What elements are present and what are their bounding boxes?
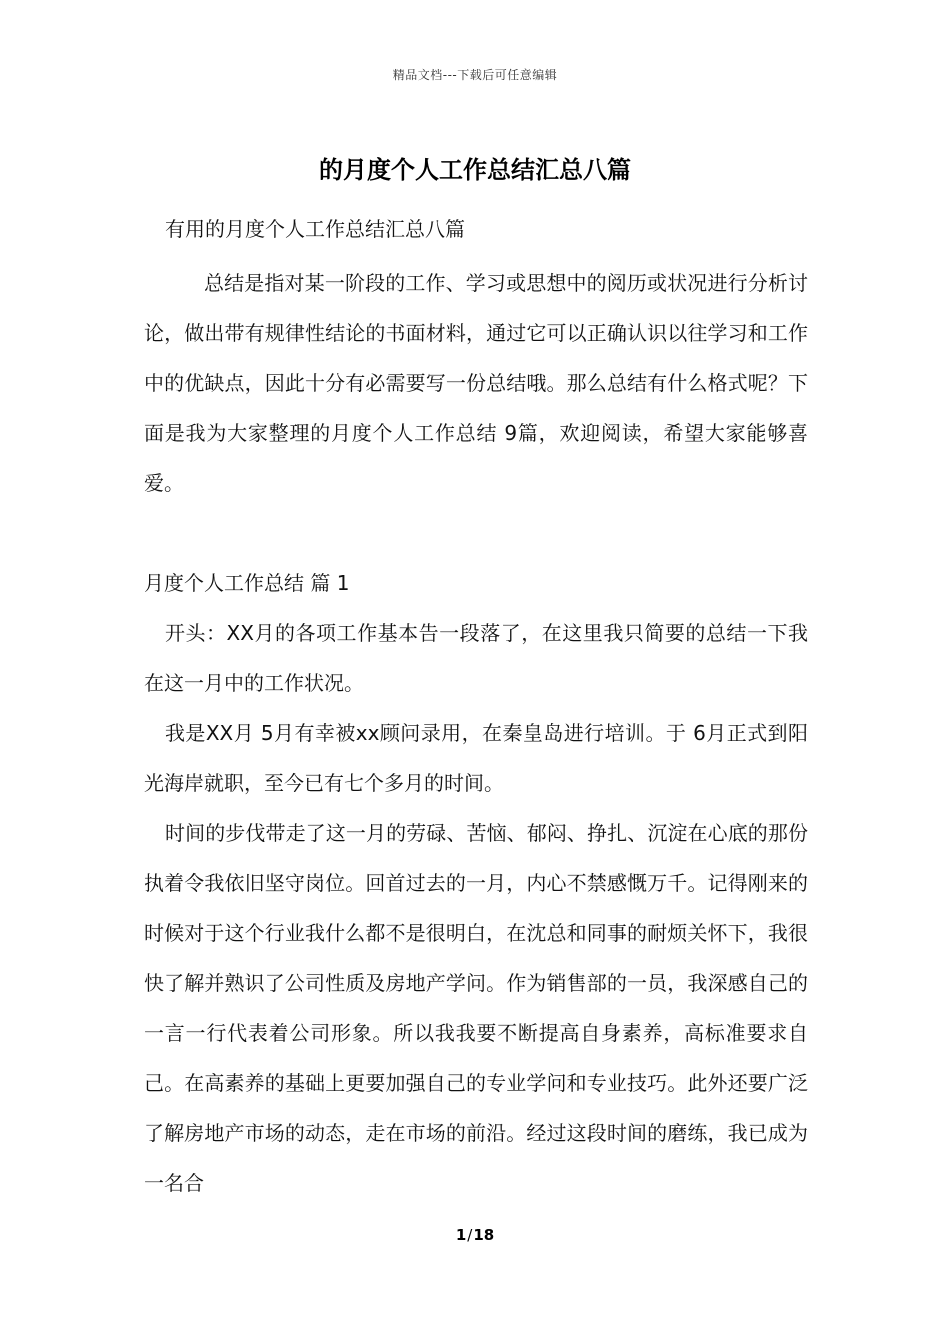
page-current: 1 [455, 1226, 467, 1244]
document-body [144, 204, 808, 1208]
page-number [0, 1226, 950, 1244]
page-total: 18 [473, 1226, 495, 1244]
page-separator: / [467, 1226, 473, 1244]
body-paragraph-2: 我是XX月 5月有幸被xx顾问录用，在秦皇岛进行培训。于 6月正式到阳光海岸就职，至今已有七个多月的时间。 [144, 721, 808, 795]
body-paragraph-3: 时间的步伐带走了这一月的劳碌、苦恼、郁闷、挣扎、沉淀在心底的那份执着令我依旧坚守岗位。回首过去的一月，内心不禁感慨万千。记得刚来的时候对于这个行业我什么都不是很明白，在沈总和同事的耐烦关怀下，我很快了解并熟识了公司性质及房地产学问。作为销售部的一员，我深感自己的一言一行代表着公司形象。所以我我要不断提高自身素养，高标准要求自己。在高素养的基础上更要加强自己的专业学问和专业技巧。此外还要广泛了解房地产市场的动态，走在市场的前沿。经过这段时间的磨练，我已成为一名合 [144, 821, 808, 1195]
section-heading: 月度个人工作总结 篇 1 [144, 571, 350, 595]
page-header: 精品文档---下载后可任意编辑 [392, 68, 558, 82]
body-paragraph-1: 开头：XX月的各项工作基本告一段落了，在这里我只简要的总结一下我在这一月中的工作状况。 [144, 621, 808, 695]
document-title: 的月度个人工作总结汇总八篇 [319, 156, 631, 184]
document-subtitle: 有用的月度个人工作总结汇总八篇 [165, 217, 465, 241]
intro-paragraph: 总结是指对某一阶段的工作、学习或思想中的阅历或状况进行分析讨论，做出带有规律性结论的书面材料，通过它可以正确认识以往学习和工作中的优缺点，因此十分有必需要写一份总结哦。那么总结有什么格式呢？下面是我为大家整理的月度个人工作总结 9篇，欢迎阅读，希望大家能够喜爱。 [144, 271, 808, 495]
